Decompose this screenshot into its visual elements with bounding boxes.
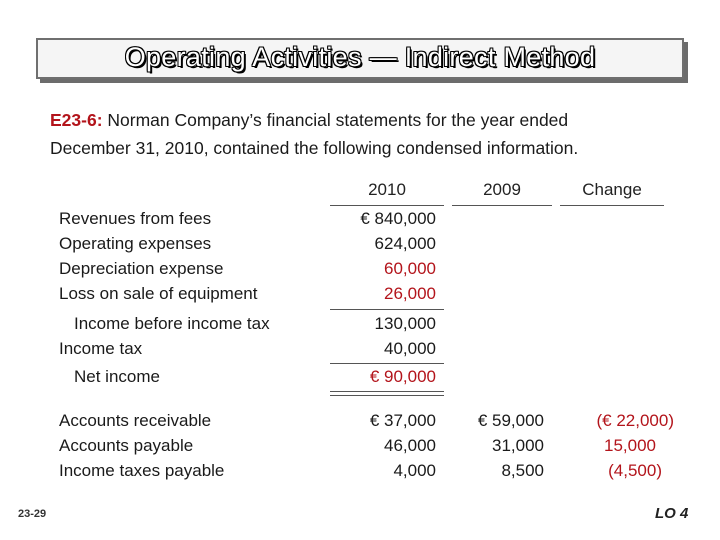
value-ar-2010: € 37,000 [369, 411, 436, 430]
label-accounts-receivable: Accounts receivable [59, 411, 212, 430]
value-operating-expenses-2010: 624,000 [374, 234, 436, 253]
slide-number: 23-29 [18, 508, 47, 520]
exercise-code: E23-6: [50, 110, 103, 130]
intro-line2: December 31, 2010, contained the following condensed information. [50, 138, 579, 158]
col-2009-underline [452, 205, 552, 206]
value-ap-change: 15,000 [604, 436, 656, 455]
value-depreciation-2010: 60,000 [384, 259, 436, 278]
value-loss-on-sale-2010: 26,000 [384, 284, 436, 303]
value-ar-2009: € 59,000 [477, 411, 544, 430]
net-income-top-line [330, 363, 444, 364]
label-income-before-tax: Income before income tax [74, 314, 270, 333]
value-itp-change: (4,500) [608, 461, 662, 480]
learning-objective: LO 4 [655, 505, 689, 522]
value-revenues-2010: € 840,000 [360, 209, 436, 228]
label-depreciation: Depreciation expense [59, 259, 224, 278]
label-income-tax: Income tax [59, 339, 143, 358]
value-ar-change: (€ 22,000) [596, 411, 674, 430]
col-header-2010: 2010 [368, 180, 406, 199]
value-itp-2009: 8,500 [501, 461, 544, 480]
col-change-underline [560, 205, 664, 206]
intro-line1: Norman Company’s financial statements for the year ended [102, 110, 569, 130]
label-income-taxes-payable: Income taxes payable [59, 461, 225, 480]
label-accounts-payable: Accounts payable [59, 436, 194, 455]
double-underline-1 [330, 391, 444, 392]
col-header-2009: 2009 [483, 180, 521, 199]
subtotal-line [330, 309, 444, 310]
label-net-income: Net income [74, 367, 160, 386]
value-ap-2010: 46,000 [384, 436, 436, 455]
title-box [36, 38, 684, 79]
intro-paragraph [50, 106, 690, 162]
value-net-income-2010: € 90,000 [369, 367, 436, 386]
col-header-change: Change [582, 180, 642, 199]
label-loss-on-sale: Loss on sale of equipment [59, 284, 258, 303]
value-income-before-tax-2010: 130,000 [374, 314, 436, 333]
value-itp-2010: 4,000 [393, 461, 436, 480]
label-operating-expenses: Operating expenses [59, 234, 212, 253]
slide-title: Operating Activities — Indirect Method [124, 42, 596, 72]
value-income-tax-2010: 40,000 [384, 339, 436, 358]
value-ap-2009: 31,000 [492, 436, 544, 455]
double-underline-2 [330, 395, 444, 396]
label-revenues: Revenues from fees [59, 209, 212, 228]
col-2010-underline [330, 205, 444, 206]
